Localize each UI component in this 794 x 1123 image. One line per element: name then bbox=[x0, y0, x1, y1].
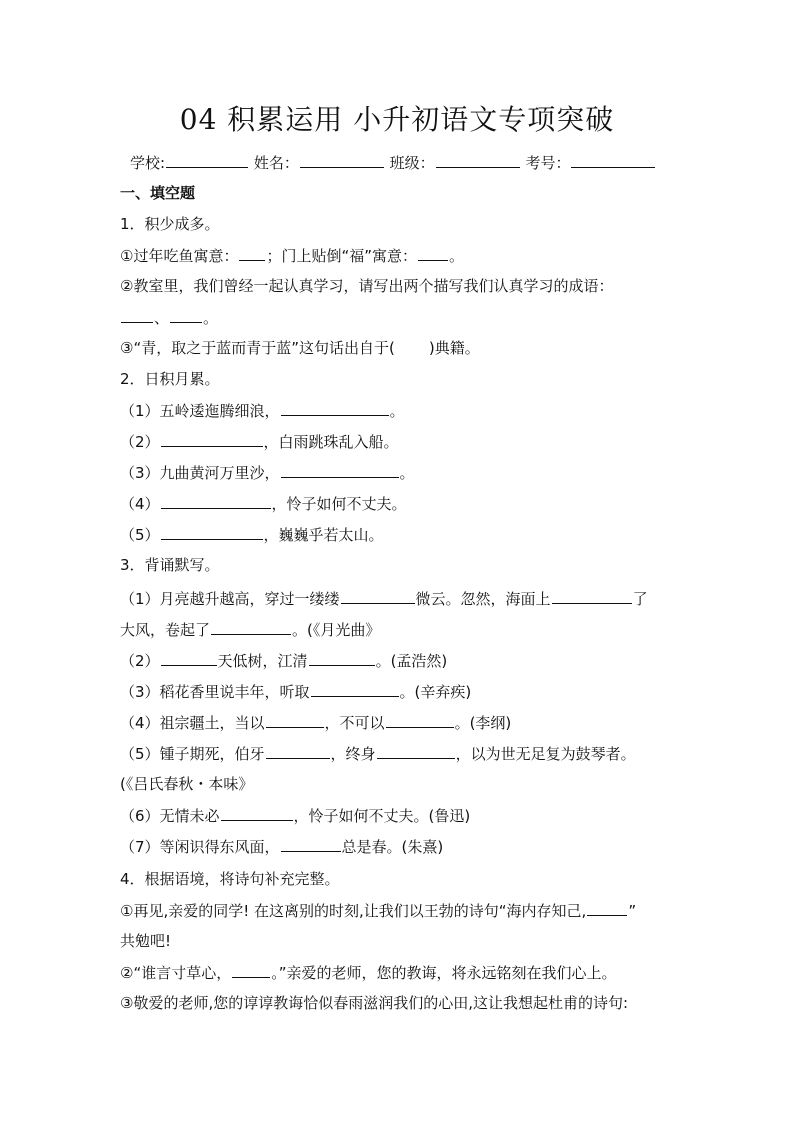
q3-l3-text: （3）稻花香里说丰年，听取 bbox=[120, 683, 310, 701]
question-4-heading: 4．根据语境，将诗句补充完整。 bbox=[120, 870, 340, 888]
q1-c-text: ③“青，取之于蓝而青于蓝”这句话出自于( bbox=[120, 339, 395, 357]
q3-l5-text2: ，终身 bbox=[330, 745, 376, 763]
q3-line-6 bbox=[120, 805, 680, 826]
q1-a-text2: ；门上贴倒“福”寓意： bbox=[266, 247, 417, 265]
q3-l2-blank2[interactable] bbox=[309, 650, 375, 666]
q4-l1-blank[interactable] bbox=[587, 900, 627, 916]
q1-b-end: 。 bbox=[203, 309, 219, 327]
name-blank[interactable] bbox=[300, 152, 384, 168]
question-1-item-c bbox=[120, 338, 680, 358]
q4-l2-end: 。”亲爱的老师，您的教诲，将永远铭刻在我们心上。 bbox=[271, 964, 617, 982]
q3-l3-source: 。(辛弃疾) bbox=[399, 683, 472, 701]
q3-line-2 bbox=[120, 650, 680, 671]
q2-line-4 bbox=[120, 493, 680, 514]
q3-l2-source: 。(孟浩然) bbox=[375, 652, 448, 670]
q3-l1-text4: 大风，卷起了 bbox=[120, 621, 211, 639]
q3-l1-text: （1）月亮越升越高，穿过一缕缕 bbox=[120, 590, 340, 608]
q4-l2-blank[interactable] bbox=[232, 962, 270, 978]
q3-l4-text2: ，不可以 bbox=[324, 714, 385, 732]
q4-line-3: ③敬爱的老师,您的谆谆教诲恰似春雨滋润我们的心田,这让我想起杜甫的诗句: bbox=[120, 994, 629, 1012]
q3-line-3 bbox=[120, 681, 680, 702]
class-label: 班级： bbox=[389, 154, 435, 172]
q3-l1-text2: 微云。忽然，海面上 bbox=[415, 590, 551, 608]
q3-l1-blank1[interactable] bbox=[341, 588, 415, 604]
q3-l5-text: （5）锺子期死，伯牙 bbox=[120, 745, 265, 763]
q3-l2-text: （2） bbox=[120, 652, 160, 670]
q3-l7-text: （7）等闲识得东风面， bbox=[120, 838, 280, 856]
q1-c-end: )典籍。 bbox=[428, 339, 480, 357]
q2-l1-text: （1）五岭逶迤腾细浪， bbox=[120, 402, 280, 420]
q3-line-5 bbox=[120, 743, 680, 764]
school-blank[interactable] bbox=[166, 152, 248, 168]
q3-l1-source: 。(《月光曲》 bbox=[292, 621, 381, 639]
q2-line-5 bbox=[120, 524, 680, 545]
class-blank[interactable] bbox=[436, 152, 520, 168]
q3-l3-blank[interactable] bbox=[311, 681, 399, 697]
question-2-heading: 2．日积月累。 bbox=[120, 370, 220, 388]
q2-l5-end: ，巍巍乎若太山。 bbox=[263, 526, 384, 544]
q2-l1-end: 。 bbox=[389, 402, 405, 420]
q3-l1-blank2[interactable] bbox=[552, 588, 632, 604]
q3-l6-source: ，怜子如何不丈夫。(鲁迅) bbox=[293, 807, 471, 825]
school-label: 学校: bbox=[130, 154, 166, 172]
q3-l4-text: （4）祖宗疆土，当以 bbox=[120, 714, 265, 732]
q3-l5-blank2[interactable] bbox=[377, 743, 455, 759]
question-1-item-b-answers bbox=[120, 307, 680, 328]
q4-l1-end: ” bbox=[628, 902, 637, 920]
q1-b-sep: 、 bbox=[154, 309, 170, 327]
q3-l6-blank[interactable] bbox=[221, 805, 293, 821]
q2-line-2 bbox=[120, 431, 680, 452]
q4-line-1 bbox=[120, 900, 680, 921]
q2-l5-text: （5） bbox=[120, 526, 160, 544]
q4-l1-text: ①再见,亲爱的同学! 在这离别的时刻,让我们以王勃的诗句“海内存知己, bbox=[120, 902, 587, 920]
q2-l3-end: 。 bbox=[399, 464, 415, 482]
q2-l4-end: ，怜子如何不丈夫。 bbox=[271, 495, 407, 513]
question-1-item-a bbox=[120, 245, 680, 266]
student-info-row bbox=[130, 152, 690, 173]
q2-l3-blank[interactable] bbox=[281, 462, 399, 478]
q4-l2-text: ②“谁言寸草心， bbox=[120, 964, 232, 982]
q3-l4-blank2[interactable] bbox=[386, 712, 454, 728]
exam-no-blank[interactable] bbox=[571, 152, 655, 168]
exam-no-label: 考号： bbox=[525, 154, 571, 172]
name-label: 姓名： bbox=[253, 154, 299, 172]
q3-l6-text: （6）无情未必 bbox=[120, 807, 220, 825]
q1-a-end: 。 bbox=[449, 247, 465, 265]
q2-l2-text: （2） bbox=[120, 433, 160, 451]
q2-l5-blank[interactable] bbox=[161, 524, 263, 540]
q3-l5-blank1[interactable] bbox=[266, 743, 330, 759]
q2-line-3 bbox=[120, 462, 680, 483]
q2-l4-blank[interactable] bbox=[161, 493, 271, 509]
q3-line-1-cont bbox=[120, 619, 680, 640]
q3-l5-text3: ，以为世无足复为鼓琴者。 bbox=[455, 745, 636, 763]
q1-b-blank1[interactable] bbox=[121, 307, 153, 323]
q2-line-1 bbox=[120, 400, 680, 421]
q3-l7-source: 总是春。(朱熹) bbox=[341, 838, 444, 856]
q3-line-5-source: (《吕氏春秋・本味》 bbox=[120, 775, 254, 793]
q4-line-2 bbox=[120, 962, 680, 983]
q3-l4-blank1[interactable] bbox=[266, 712, 324, 728]
q2-l2-blank[interactable] bbox=[161, 431, 263, 447]
q4-line-1-cont: 共勉吧! bbox=[120, 932, 172, 950]
page-title: 04 积累运用 小升初语文专项突破 bbox=[179, 103, 615, 136]
q2-l1-blank[interactable] bbox=[281, 400, 389, 416]
q1-a-text: ①过年吃鱼寓意： bbox=[120, 247, 239, 265]
question-1-item-b: ②教室里，我们曾经一起认真学习，请写出两个描写我们认真学习的成语： bbox=[120, 277, 614, 295]
q3-l1-text3: 了 bbox=[632, 590, 648, 608]
q2-l4-text: （4） bbox=[120, 495, 160, 513]
q3-line-4 bbox=[120, 712, 680, 733]
q3-l1-blank3[interactable] bbox=[211, 619, 291, 635]
q1-a-blank1[interactable] bbox=[239, 245, 265, 261]
q1-a-blank2[interactable] bbox=[418, 245, 448, 261]
q3-l2-text2: 天低树，江清 bbox=[217, 652, 308, 670]
section-heading: 一、填空题 bbox=[120, 184, 196, 202]
q3-line-7 bbox=[120, 836, 680, 857]
q2-l3-text: （3）九曲黄河万里沙， bbox=[120, 464, 280, 482]
q2-l2-end: ，白雨跳珠乱入船。 bbox=[263, 433, 399, 451]
question-3-heading: 3．背诵默写。 bbox=[120, 556, 220, 574]
q3-l2-blank1[interactable] bbox=[161, 650, 217, 666]
q3-l4-source: 。(李纲) bbox=[454, 714, 512, 732]
question-1-heading: 1．积少成多。 bbox=[120, 215, 220, 233]
q3-line-1 bbox=[120, 588, 680, 609]
q1-b-blank2[interactable] bbox=[170, 307, 202, 323]
q3-l7-blank[interactable] bbox=[281, 836, 341, 852]
